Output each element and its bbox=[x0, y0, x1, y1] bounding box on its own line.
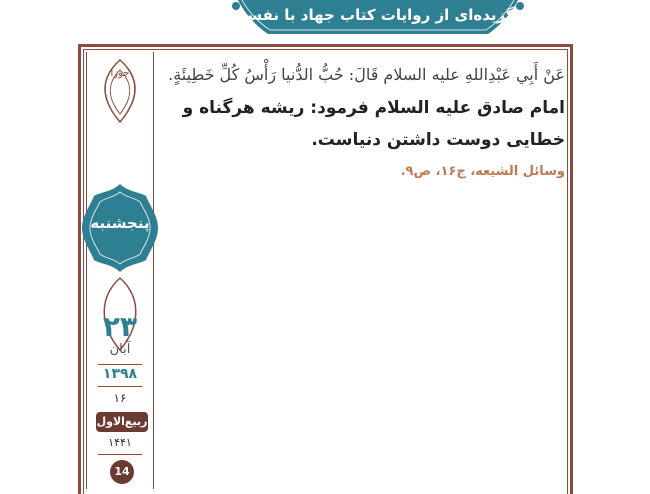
separator bbox=[98, 386, 142, 387]
persian-year: ۱۳۹۸ bbox=[102, 366, 138, 382]
weekday-label: پنجشنبه bbox=[90, 214, 150, 232]
top-label: جوزا bbox=[110, 68, 130, 79]
arabic-hadith: عَنْ أَبِي عَبْدِاللهِ عليه السلام قَالَ: حُبُّ الدُّنيا رَأْسُ كُلِّ خَطِيئَةٍ. bbox=[168, 65, 565, 84]
hadith-content bbox=[165, 60, 565, 179]
header-title: گزیده‌ای از روایات کتاب جهاد با نفس bbox=[241, 6, 515, 24]
separator bbox=[98, 454, 142, 455]
hijri-day: ۱۶ bbox=[113, 391, 127, 405]
persian-month: آبان bbox=[109, 342, 131, 357]
header-tab bbox=[228, 0, 528, 38]
separator bbox=[98, 364, 142, 365]
page-number-badge: 14 bbox=[110, 460, 134, 484]
top-ornament-icon bbox=[90, 56, 150, 126]
date-sidebar bbox=[86, 52, 154, 489]
persian-translation: امام صادق علیه السلام فرمود: ریشه هرگناه و خطایی دوست داشتن دنیاست. bbox=[182, 98, 565, 150]
hijri-year: ۱۴۴۱ bbox=[108, 436, 132, 449]
weekday-badge bbox=[80, 182, 160, 274]
source-reference: وسائل الشیعه، ج۱۶، ص۹. bbox=[400, 164, 565, 179]
hijri-month-badge: ربیع‌الاول bbox=[96, 412, 148, 432]
day-number: ۲۳ bbox=[102, 310, 138, 343]
